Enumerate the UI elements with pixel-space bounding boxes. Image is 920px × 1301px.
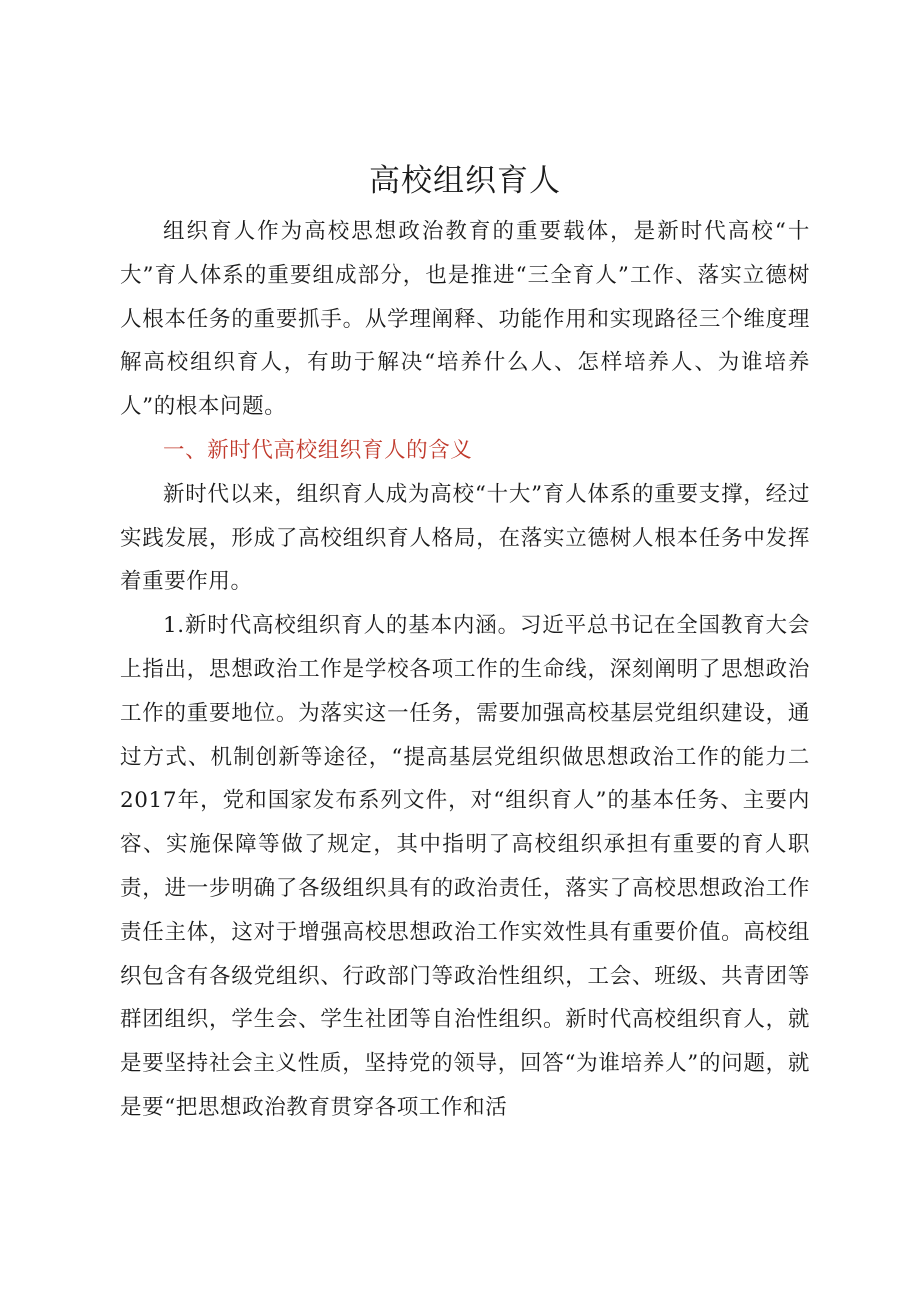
- section-paragraph-2: 1.新时代高校组织育人的基本内涵。习近平总书记在全国教育大会上指出，思想政治工作是学校各项工作的生命线，深刻阐明了思想政治工作的重要地位。为落实这一任务，需要加强高校基层党组织建设，通过方式、机制创新等途径，“提高基层党组织做思想政治工作的能力二2017年，党和国家发布系列文件，对“组织育人”的基本任务、主要内容、实施保障等做了规定，其中指明了高校组织承担有重要的育人职责，进一步明确了各级组织具有的政治责任，落实了高校思想政治工作责任主体，这对于增强高校思想政治工作实效性具有重要价值。高校组织包含有各级党组织、行政部门等政治性组织，工会、班级、共青团等群团组织，学生会、学生社团等自治性组织。新时代高校组织育人，就是要坚持社会主义性质，坚持党的领导，回答“为谁培养人”的问题，就是要“把思想政治教育贯穿各项工作和活: [120, 613, 810, 1120]
- document-page: [120, 155, 810, 1130]
- section-heading: 一、新时代高校组织育人的含义: [163, 437, 473, 463]
- intro-paragraph: 组织育人作为高校思想政治教育的重要载体，是新时代高校“十大”育人体系的重要组成部分，也是推进“三全育人”工作、落实立德树人根本任务的重要抓手。从学理阐释、功能作用和实现路径三个维度理解高校组织育人，有助于解决“培养什么人、怎样培养人、为谁培养人”的根本问题。: [120, 219, 810, 420]
- document-title: 高校组织育人: [369, 163, 561, 199]
- section-paragraph-1: 新时代以来，组织育人成为高校“十大”育人体系的重要支撑，经过实践发展，形成了高校组织育人格局，在落实立德树人根本任务中发挥着重要作用。: [120, 481, 810, 595]
